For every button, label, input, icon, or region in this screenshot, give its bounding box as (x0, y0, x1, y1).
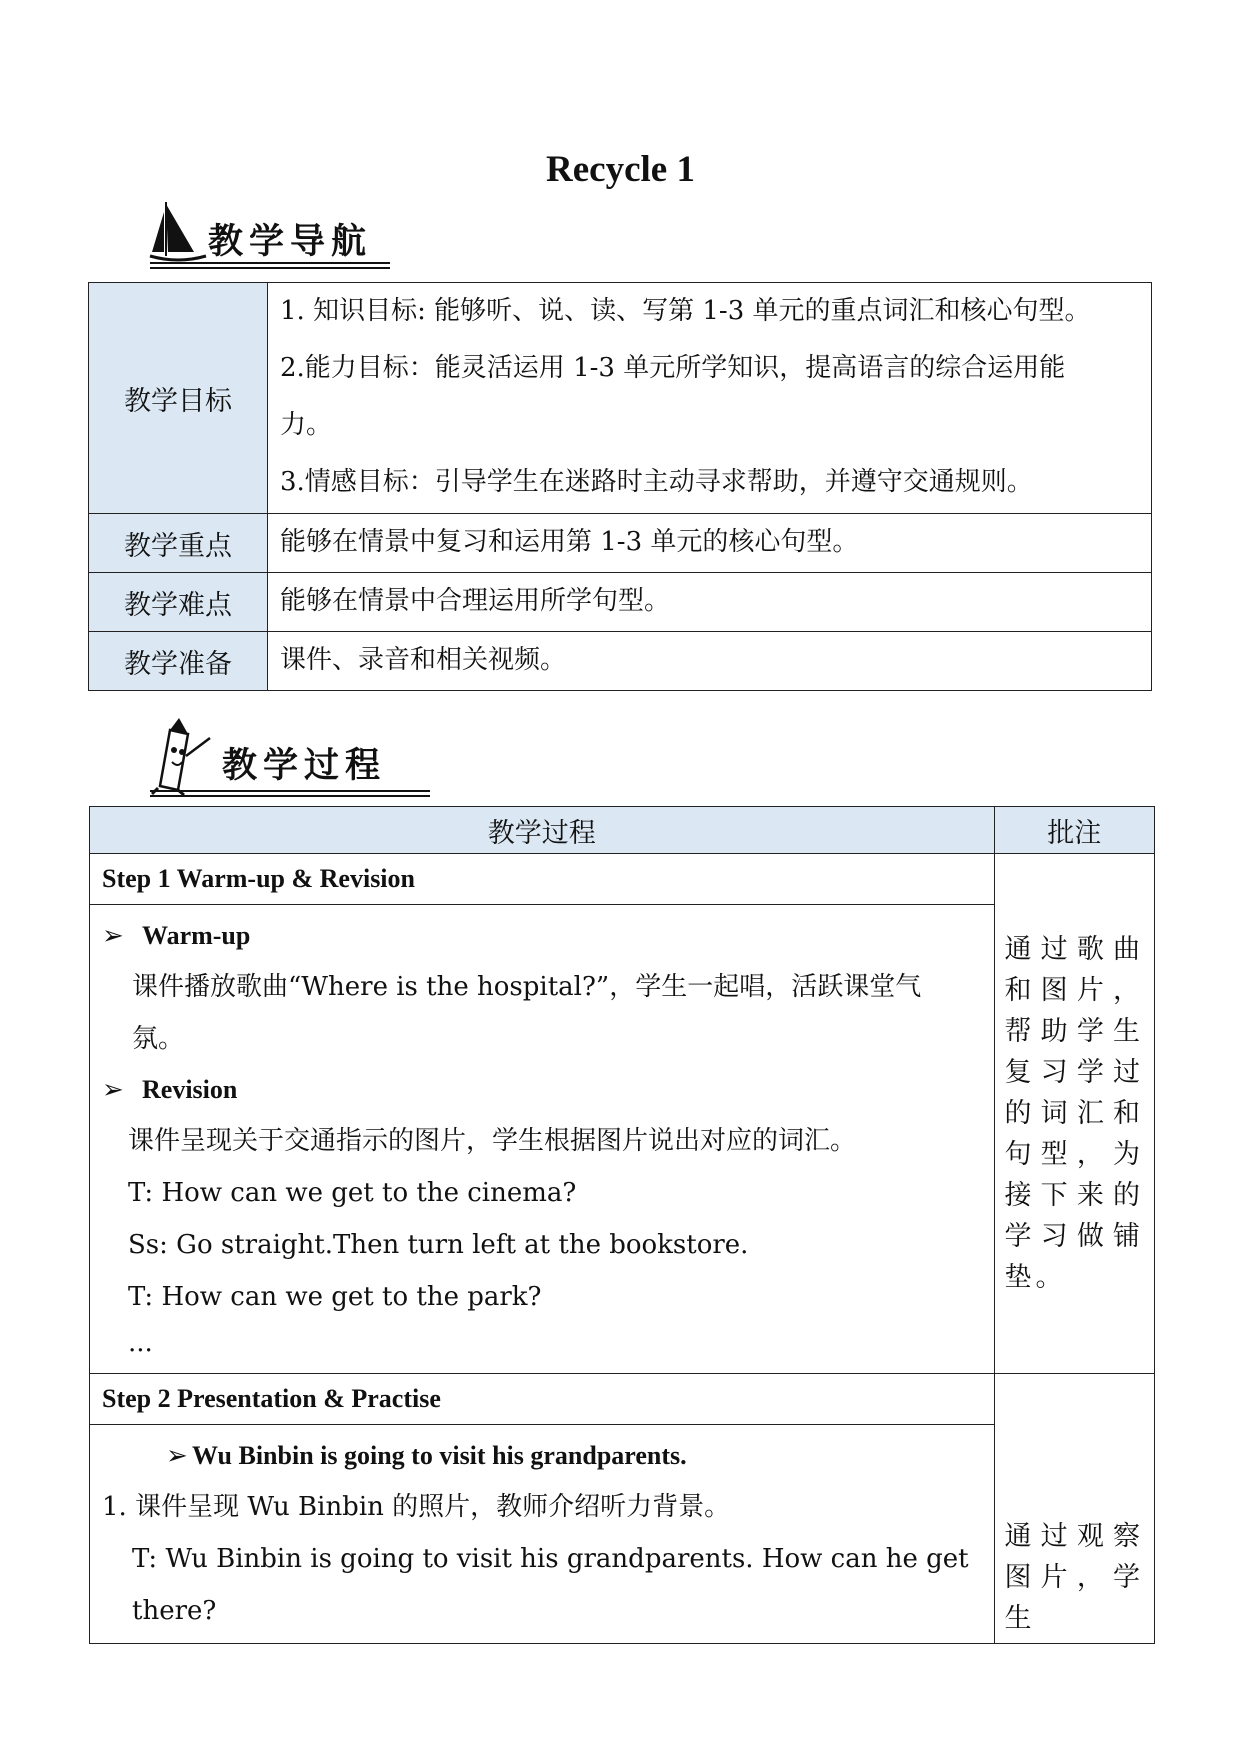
content-line: 2.能力目标：能灵活运用 1-3 单元所学知识，提高语言的综合运用能 (280, 353, 1066, 383)
column-header-note: 批注 (994, 807, 1154, 854)
pencil-mascot-icon (148, 716, 214, 796)
section-head-guide (148, 200, 398, 272)
content-line: 能够在情景中合理运用所学句型。 (280, 586, 671, 616)
table-row (90, 1374, 1155, 1425)
bullet-item (102, 1065, 982, 1115)
arrow-bullet-icon: ➢ (102, 1075, 124, 1105)
row-header: 教学难点 (89, 573, 268, 632)
section-underline (150, 790, 430, 797)
paragraph-line: 氛。 (132, 1024, 185, 1054)
bullet-text: Revision (142, 1075, 238, 1104)
dialog-line: ... (128, 1328, 153, 1358)
bullet-item (102, 1431, 982, 1481)
table-row (89, 573, 1152, 632)
row-header: 教学重点 (89, 514, 268, 573)
dialog-line: T: How can we get to the cinema? (128, 1178, 577, 1208)
dialog-line: Ss: Go straight.Then turn left at the bookstore. (128, 1230, 749, 1260)
row-content (268, 632, 1152, 691)
table-row (89, 632, 1152, 691)
note-cell (994, 1374, 1154, 1644)
step-body (90, 905, 995, 1374)
row-content (268, 573, 1152, 632)
dialog-line: T: Wu Binbin is going to visit his grandparents. How can he get there? (132, 1544, 969, 1626)
dialog-line: T: How can we get to the park? (128, 1282, 542, 1312)
bullet-text: Wu Binbin is going to visit his grandparents. (192, 1441, 687, 1470)
row-content (268, 283, 1152, 514)
paragraph-line: 课件呈现关于交通指示的图片，学生根据图片说出对应的词汇。 (128, 1126, 857, 1156)
arrow-bullet-icon: ➢ (166, 1441, 188, 1471)
arrow-bullet-icon: ➢ (102, 921, 124, 951)
row-header: 教学目标 (89, 283, 268, 514)
section-label-process: 教学过程 (222, 746, 387, 786)
teaching-process-table (89, 806, 1155, 1644)
step-body (90, 1425, 995, 1644)
section-underline (150, 262, 390, 269)
section-head-process (148, 716, 438, 800)
bullet-text: Warm-up (142, 921, 251, 950)
table-row (89, 283, 1152, 514)
note-text: 通过观察图片，学生 (1004, 1521, 1144, 1634)
content-line: 力。 (280, 410, 333, 440)
bullet-item (102, 911, 982, 961)
table-header-row (90, 807, 1155, 854)
list-item: 1. 课件呈现 Wu Binbin 的照片，教师介绍听力背景。 (102, 1492, 731, 1522)
content-line: 3.情感目标：引导学生在迷路时主动寻求帮助，并遵守交通规则。 (280, 467, 1033, 497)
table-row (90, 854, 1155, 905)
row-header: 教学准备 (89, 632, 268, 691)
paragraph-line: 课件播放歌曲“Where is the hospital?”，学生一起唱，活跃课堂气 (132, 972, 922, 1002)
column-header-process: 教学过程 (90, 807, 995, 854)
step-title: Step 2 Presentation & Practise (90, 1374, 995, 1425)
step-title: Step 1 Warm-up & Revision (90, 854, 995, 905)
table-row (89, 514, 1152, 573)
section-label-guide: 教学导航 (208, 222, 373, 262)
document-title: Recycle 1 (546, 149, 695, 190)
sailboat-icon (148, 200, 208, 266)
content-line: 1. 知识目标: 能够听、说、读、写第 1-3 单元的重点词汇和核心句型。 (280, 296, 1091, 326)
content-line: 课件、录音和相关视频。 (280, 645, 567, 675)
note-cell: 通过歌曲和图片，帮助学生复习学过的词汇和句型，为接下来的学习做铺垫。 (994, 854, 1154, 1374)
content-line: 能够在情景中复习和运用第 1-3 单元的核心句型。 (280, 527, 859, 557)
row-content (268, 514, 1152, 573)
teaching-guide-table (88, 282, 1152, 691)
